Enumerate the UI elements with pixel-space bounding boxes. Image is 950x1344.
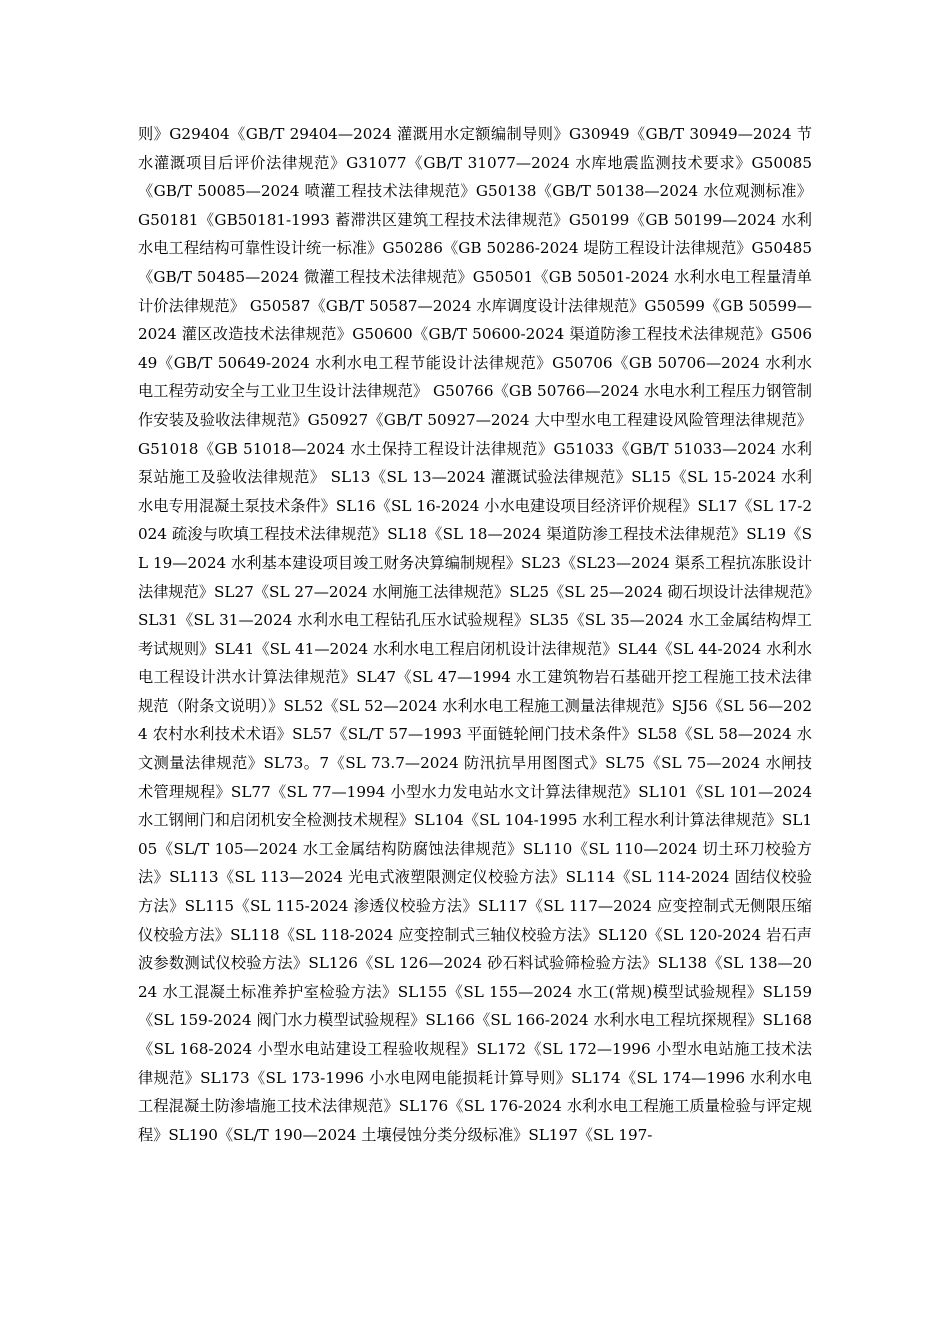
standards-list-paragraph: 则》G29404《GB/T 29404—2024 灌溉用水定额编制导则》G30949《GB/T 30949—2024 节水灌溉项目后评价法律规范》G31077《GB/T 31077—2024 水库地震监测技术要求》G50085《GB/T 50085—2024 喷灌工程技术法律规范》G50138《GB/T 50138—2024 水位观测标准》 G50181《GB50181-1993 蓄滞洪区建筑工程技术法律规范》G50199《GB 50199—2024 水利水电工程结构可靠性设计统一标准》G50286《GB 50286-2024 堤防工程设计法律规范》G50485《GB/T 50485—2024 微灌工程技术法律规范》G50501《GB 50501-2024 水利水电工程量清单计价法律规范》 G50587《GB/T 50587—2024 水库调度设计法律规范》G50599《GB 50599—2024 灌区改造技术法律规范》G50600《GB/T 50600-2024 渠道防渗工程技术法律规范》G50649《GB/T 50649-2024 水利水电工程节能设计法律规范》G50706《GB 50706—2024 水利水电工程劳动安全与工业卫生设计法律规范》 G50766《GB 50766—2024 水电水利工程压力钢管制作安装及验收法律规范》G50927《GB/T 50927—2024 大中型水电工程建设风险管理法律规范》 G51018《GB 51018—2024 水土保持工程设计法律规范》G51033《GB/T 51033—2024 水利泵站施工及验收法律规范》 SL13《SL 13—2024 灌溉试验法律规范》SL15《SL 15-2024 水利水电专用混凝土泵技术条件》SL16《SL 16-2024 小水电建设项目经济评价规程》SL17《SL 17-2024 疏浚与吹填工程技术法律规范》SL18《SL 18—2024 渠道防渗工程技术法律规范》SL19《SL 19—2024 水利基本建设项目竣工财务决算编制规程》SL23《SL23—2024 渠系工程抗冻胀设计法律规范》SL27《SL 27—2024 水闸施工法律规范》SL25《SL 25—2024 砌石坝设计法律规范》SL31《SL 31—2024 水利水电工程钻孔压水试验规程》SL35《SL 35—2024 水工金属结构焊工考试规则》SL41《SL 41—2024 水利水电工程启闭机设计法律规范》SL44《SL 44-2024 水利水电工程设计洪水计算法律规范》SL47《SL 47—1994 水工建筑物岩石基础开挖工程施工技术法律规范（附条文说明）》SL52《SL 52—2024 水利水电工程施工测量法律规范》SJ56《SL 56—2024 农村水利技术术语》SL57《SL/T 57—1993 平面链轮闸门技术条件》SL58《SL 58—2024 水文测量法律规范》SL73。7《SL 73.7—2024 防汛抗旱用图图式》SL75《SL 75—2024 水闸技术管理规程》SL77《SL 77—1994 小型水力发电站水文计算法律规范》SL101《SL 101—2024 水工钢闸门和启闭机安全检测技术规程》SL104《SL 104-1995 水利工程水利计算法律规范》SL105《SL/T 105—2024 水工金属结构防腐蚀法律规范》SL110《SL 110—2024 切土环刀校验方法》SL113《SL 113—2024 光电式液塑限测定仪校验方法》SL114《SL 114-2024 固结仪校验方法》SL115《SL 115-2024 渗透仪校验方法》SL117《SL 117—2024 应变控制式无侧限压缩仪校验方法》SL118《SL 118-2024 应变控制式三轴仪校验方法》SL120《SL 120-2024 岩石声波参数测试仪校验方法》SL126《SL 126—2024 砂石料试验筛检验方法》SL138《SL 138—2024 水工混凝土标准养护室检验方法》SL155《SL 155—2024 水工(常规)模型试验规程》SL159《SL 159-2024 阀门水力模型试验规程》SL166《SL 166-2024 水利水电工程坑探规程》SL168《SL 168-2024 小型水电站建设工程验收规程》SL172《SL 172—1996 小型水电站施工技术法律规范》SL173《SL 173-1996 小水电网电能损耗计算导则》SL174《SL 174—1996 水利水电工程混凝土防渗墙施工技术法律规范》SL176《SL 176-2024 水利水电工程施工质量检验与评定规程》SL190《SL/T 190—2024 土壤侵蚀分类分级标准》SL197《SL 197- [138, 125, 813, 1144]
